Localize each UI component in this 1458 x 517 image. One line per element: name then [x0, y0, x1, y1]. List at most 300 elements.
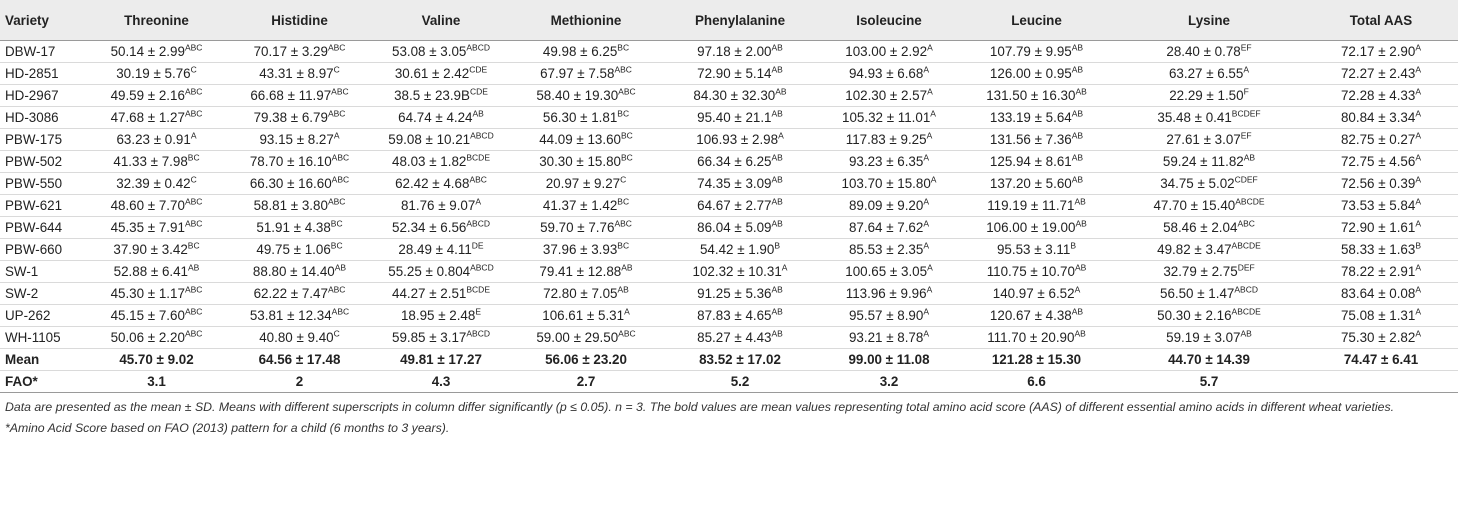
- value-cell: [819, 305, 959, 327]
- value-cell: [819, 327, 959, 349]
- mean-sd-value: 113.96 ± 9.96: [845, 286, 927, 301]
- summary-label: Mean: [0, 349, 85, 371]
- mean-sd-value: 106.93 ± 2.98: [696, 132, 779, 147]
- value-cell: [959, 107, 1114, 129]
- significance-superscript: ABC: [1237, 218, 1255, 229]
- significance-superscript: A: [1415, 218, 1422, 229]
- mean-sd-value: 48.60 ± 7.70: [110, 198, 185, 213]
- summary-value: 44.70 ± 14.39: [1114, 349, 1304, 371]
- significance-superscript: A: [1415, 86, 1422, 97]
- significance-superscript: F: [1243, 86, 1249, 97]
- value-cell: [228, 85, 371, 107]
- mean-sd-value: 64.67 ± 2.77: [697, 198, 772, 213]
- significance-superscript: A: [927, 42, 933, 53]
- table-row: [0, 217, 1458, 239]
- value-cell: [85, 327, 228, 349]
- mean-sd-value: 95.57 ± 8.90: [848, 308, 924, 323]
- mean-sd-value: 30.30 ± 15.80: [539, 154, 621, 169]
- mean-sd-value: 72.28 ± 4.33: [1340, 88, 1416, 103]
- value-cell: [371, 85, 511, 107]
- column-header: Variety: [0, 0, 85, 41]
- summary-value: 74.47 ± 6.41: [1304, 349, 1458, 371]
- significance-superscript: AB: [1240, 328, 1252, 339]
- mean-sd-value: 111.70 ± 20.90: [987, 330, 1075, 345]
- significance-superscript: A: [781, 262, 788, 273]
- table-row: [0, 85, 1458, 107]
- significance-superscript: AB: [771, 306, 783, 317]
- value-cell: [661, 305, 819, 327]
- table-row: [0, 151, 1458, 173]
- mean-sd-value: 85.27 ± 4.43: [697, 330, 772, 345]
- mean-sd-value: 45.15 ± 7.60: [110, 308, 185, 323]
- value-cell: [511, 85, 661, 107]
- significance-superscript: DEF: [1237, 262, 1255, 273]
- value-cell: [1304, 327, 1458, 349]
- value-cell: [819, 129, 959, 151]
- mean-sd-value: 45.30 ± 1.17: [110, 286, 185, 301]
- mean-sd-value: 41.33 ± 7.98: [113, 154, 188, 169]
- table-body: [0, 41, 1458, 393]
- value-cell: [85, 41, 228, 63]
- significance-superscript: A: [1243, 64, 1250, 75]
- summary-value: 83.52 ± 17.02: [661, 349, 819, 371]
- value-cell: [661, 63, 819, 85]
- mean-sd-value: 44.09 ± 13.60: [539, 132, 621, 147]
- significance-superscript: BC: [330, 218, 343, 229]
- significance-superscript: ABCDE: [1231, 240, 1261, 251]
- mean-sd-value: 47.70 ± 15.40: [1153, 198, 1236, 213]
- significance-superscript: AB: [1071, 108, 1084, 119]
- value-cell: [371, 63, 511, 85]
- mean-sd-value: 38.5 ± 23.9B: [394, 88, 470, 103]
- value-cell: [85, 239, 228, 261]
- significance-superscript: EF: [1240, 130, 1252, 141]
- significance-superscript: A: [923, 218, 930, 229]
- significance-superscript: ABC: [184, 218, 203, 229]
- significance-superscript: ABC: [331, 174, 350, 185]
- mean-sd-value: 37.96 ± 3.93: [542, 242, 618, 257]
- value-cell: [511, 173, 661, 195]
- mean-sd-value: 95.53 ± 3.11: [996, 242, 1071, 257]
- mean-sd-value: 103.70 ± 15.80: [841, 176, 931, 191]
- significance-superscript: ABC: [469, 174, 487, 185]
- value-cell: [228, 129, 371, 151]
- mean-sd-value: 59.08 ± 10.21: [388, 132, 471, 147]
- mean-sd-value: 84.30 ± 32.30: [693, 88, 776, 103]
- significance-superscript: A: [1074, 284, 1081, 295]
- value-cell: [511, 107, 661, 129]
- mean-sd-value: 52.88 ± 6.41: [113, 264, 189, 279]
- value-cell: [959, 261, 1114, 283]
- table-row: [0, 107, 1458, 129]
- mean-sd-value: 49.59 ± 2.16: [110, 88, 185, 103]
- significance-superscript: ABC: [331, 306, 350, 317]
- value-cell: [371, 283, 511, 305]
- significance-superscript: B: [774, 240, 781, 251]
- value-cell: [228, 173, 371, 195]
- value-cell: [661, 173, 819, 195]
- footnote-statistics: Data are presented as the mean ± SD. Means with different superscripts in column differ significantly (p ≤ 0.05). n = 3. The bold values are mean values representing total amino acid score (AAS) of different essential amino acids in different wheat varieties.: [5, 400, 1395, 414]
- value-cell: [1114, 327, 1304, 349]
- significance-superscript: E: [475, 306, 482, 317]
- summary-value: 99.00 ± 11.08: [819, 349, 959, 371]
- mean-sd-value: 45.35 ± 7.91: [110, 220, 185, 235]
- significance-superscript: ABC: [184, 108, 203, 119]
- mean-sd-value: 83.64 ± 0.08: [1340, 286, 1416, 301]
- mean-sd-value: 18.95 ± 2.48: [400, 308, 476, 323]
- variety-cell: HD-3086: [0, 107, 85, 129]
- value-cell: [1114, 195, 1304, 217]
- significance-superscript: CDE: [469, 86, 488, 97]
- value-cell: [511, 195, 661, 217]
- significance-superscript: BC: [621, 130, 633, 141]
- significance-superscript: A: [1415, 64, 1422, 75]
- significance-superscript: AB: [1075, 86, 1087, 97]
- variety-cell: HD-2851: [0, 63, 85, 85]
- significance-superscript: A: [923, 306, 930, 317]
- mean-sd-value: 44.27 ± 2.51: [392, 286, 467, 301]
- mean-sd-value: 133.19 ± 5.64: [989, 110, 1072, 125]
- mean-sd-value: 131.50 ± 16.30: [986, 88, 1076, 103]
- mean-sd-value: 32.79 ± 2.75: [1163, 264, 1238, 279]
- value-cell: [511, 327, 661, 349]
- significance-superscript: ABCD: [466, 218, 490, 229]
- mean-sd-value: 32.39 ± 0.42: [116, 176, 191, 191]
- value-cell: [1114, 41, 1304, 63]
- mean-sd-value: 140.97 ± 6.52: [992, 286, 1075, 301]
- summary-value: 6.6: [959, 371, 1114, 393]
- significance-superscript: A: [333, 130, 340, 141]
- mean-sd-value: 58.40 ± 19.30: [536, 88, 619, 103]
- mean-sd-value: 62.42 ± 4.68: [395, 176, 470, 191]
- significance-superscript: A: [930, 108, 936, 119]
- value-cell: [1114, 305, 1304, 327]
- value-cell: [511, 283, 661, 305]
- mean-sd-value: 72.90 ± 5.14: [697, 66, 772, 81]
- significance-superscript: AB: [621, 262, 633, 273]
- value-cell: [1114, 151, 1304, 173]
- value-cell: [661, 261, 819, 283]
- significance-superscript: AB: [1074, 196, 1086, 207]
- table-row: [0, 305, 1458, 327]
- significance-superscript: ABC: [618, 86, 636, 97]
- value-cell: [819, 173, 959, 195]
- significance-superscript: B: [1415, 240, 1422, 251]
- mean-sd-value: 63.27 ± 6.55: [1168, 66, 1244, 81]
- summary-value: 3.1: [85, 371, 228, 393]
- significance-superscript: AB: [771, 284, 783, 295]
- mean-sd-value: 59.85 ± 3.17: [392, 330, 467, 345]
- significance-superscript: A: [927, 262, 933, 273]
- mean-sd-value: 50.06 ± 2.20: [110, 330, 185, 345]
- variety-cell: PBW-660: [0, 239, 85, 261]
- significance-superscript: A: [190, 130, 197, 141]
- value-cell: [511, 305, 661, 327]
- variety-cell: PBW-175: [0, 129, 85, 151]
- value-cell: [819, 195, 959, 217]
- column-header: Leucine: [959, 0, 1114, 41]
- significance-superscript: AB: [771, 152, 783, 163]
- significance-superscript: BC: [187, 240, 200, 251]
- variety-cell: UP-262: [0, 305, 85, 327]
- significance-superscript: AB: [1071, 174, 1084, 185]
- significance-superscript: ABC: [618, 328, 636, 339]
- significance-superscript: C: [190, 64, 197, 75]
- significance-superscript: B: [1070, 240, 1077, 251]
- mean-sd-value: 79.38 ± 6.79: [253, 110, 328, 125]
- summary-value: [1304, 371, 1458, 393]
- value-cell: [959, 305, 1114, 327]
- value-cell: [661, 151, 819, 173]
- value-cell: [1304, 85, 1458, 107]
- significance-superscript: ABC: [184, 42, 203, 53]
- mean-sd-value: 34.75 ± 5.02: [1160, 176, 1235, 191]
- value-cell: [228, 261, 371, 283]
- value-cell: [959, 327, 1114, 349]
- value-cell: [1304, 217, 1458, 239]
- mean-sd-value: 66.30 ± 16.60: [249, 176, 332, 191]
- mean-sd-value: 53.08 ± 3.05: [392, 44, 467, 59]
- significance-superscript: A: [923, 328, 930, 339]
- significance-superscript: ABCD: [466, 328, 490, 339]
- value-cell: [371, 41, 511, 63]
- variety-cell: SW-2: [0, 283, 85, 305]
- value-cell: [511, 239, 661, 261]
- value-cell: [959, 151, 1114, 173]
- value-cell: [371, 239, 511, 261]
- significance-superscript: CDE: [469, 64, 488, 75]
- value-cell: [371, 195, 511, 217]
- significance-superscript: A: [926, 130, 933, 141]
- table-row: [0, 63, 1458, 85]
- significance-superscript: A: [1415, 130, 1422, 141]
- significance-superscript: AB: [1071, 130, 1084, 141]
- summary-value: 5.2: [661, 371, 819, 393]
- significance-superscript: BC: [617, 108, 630, 119]
- value-cell: [661, 85, 819, 107]
- significance-superscript: C: [620, 174, 627, 185]
- mean-sd-value: 52.34 ± 6.56: [392, 220, 467, 235]
- mean-sd-value: 56.30 ± 1.81: [542, 110, 618, 125]
- mean-sd-value: 102.30 ± 2.57: [845, 88, 928, 103]
- value-cell: [85, 129, 228, 151]
- significance-superscript: A: [927, 86, 933, 97]
- value-cell: [371, 129, 511, 151]
- significance-superscript: A: [923, 240, 930, 251]
- value-cell: [85, 85, 228, 107]
- value-cell: [85, 195, 228, 217]
- value-cell: [819, 217, 959, 239]
- mean-sd-value: 79.41 ± 12.88: [539, 264, 622, 279]
- value-cell: [85, 283, 228, 305]
- significance-superscript: ABCD: [470, 262, 494, 273]
- mean-sd-value: 59.00 ± 29.50: [536, 330, 619, 345]
- value-cell: [228, 305, 371, 327]
- value-cell: [1304, 261, 1458, 283]
- value-cell: [1114, 107, 1304, 129]
- mean-sd-value: 93.15 ± 8.27: [259, 132, 334, 147]
- significance-superscript: A: [624, 306, 630, 317]
- mean-sd-value: 131.56 ± 7.36: [989, 132, 1072, 147]
- significance-superscript: A: [1415, 196, 1422, 207]
- mean-sd-value: 41.37 ± 1.42: [542, 198, 618, 213]
- table-row: [0, 41, 1458, 63]
- significance-superscript: ABCD: [466, 42, 490, 53]
- mean-sd-value: 72.90 ± 1.61: [1340, 220, 1416, 235]
- significance-superscript: AB: [771, 42, 783, 53]
- significance-superscript: DE: [471, 240, 484, 251]
- footnote-fao: *Amino Acid Score based on FAO (2013) pattern for a child (6 months to 3 years).: [5, 421, 450, 435]
- summary-label: FAO*: [0, 371, 85, 393]
- value-cell: [1304, 129, 1458, 151]
- significance-superscript: BC: [617, 240, 630, 251]
- significance-superscript: ABC: [327, 284, 346, 295]
- value-cell: [819, 239, 959, 261]
- column-header: Phenylalanine: [661, 0, 819, 41]
- column-header: Histidine: [228, 0, 371, 41]
- table-notes: [0, 393, 1458, 437]
- summary-value: 56.06 ± 23.20: [511, 349, 661, 371]
- value-cell: [85, 107, 228, 129]
- mean-sd-value: 66.68 ± 11.97: [250, 88, 332, 103]
- significance-superscript: A: [1415, 174, 1422, 185]
- value-cell: [228, 41, 371, 63]
- table-row: [0, 327, 1458, 349]
- summary-value: 4.3: [371, 371, 511, 393]
- significance-superscript: AB: [1074, 262, 1087, 273]
- mean-sd-value: 72.80 ± 7.05: [543, 286, 618, 301]
- significance-superscript: A: [1415, 152, 1422, 163]
- value-cell: [371, 173, 511, 195]
- value-cell: [1304, 283, 1458, 305]
- significance-superscript: ABC: [184, 86, 203, 97]
- mean-sd-value: 93.23 ± 6.35: [848, 154, 924, 169]
- mean-sd-value: 110.75 ± 10.70: [986, 264, 1075, 279]
- value-cell: [959, 85, 1114, 107]
- value-cell: [819, 261, 959, 283]
- significance-superscript: A: [475, 196, 482, 207]
- mean-sd-value: 74.35 ± 3.09: [697, 176, 772, 191]
- significance-superscript: A: [1415, 328, 1422, 339]
- summary-value: 45.70 ± 9.02: [85, 349, 228, 371]
- value-cell: [959, 41, 1114, 63]
- mean-sd-value: 102.32 ± 10.31: [692, 264, 782, 279]
- column-header: Threonine: [85, 0, 228, 41]
- significance-superscript: A: [926, 284, 933, 295]
- significance-superscript: AB: [771, 218, 783, 229]
- significance-superscript: ABC: [327, 108, 346, 119]
- mean-sd-value: 59.19 ± 3.07: [1166, 330, 1241, 345]
- value-cell: [959, 173, 1114, 195]
- mean-sd-value: 78.70 ± 16.10: [249, 154, 332, 169]
- mean-sd-value: 27.61 ± 3.07: [1166, 132, 1241, 147]
- value-cell: [511, 217, 661, 239]
- significance-superscript: C: [333, 64, 340, 75]
- mean-sd-value: 72.56 ± 0.39: [1340, 176, 1416, 191]
- significance-superscript: A: [1415, 284, 1422, 295]
- summary-value: 49.81 ± 17.27: [371, 349, 511, 371]
- mean-sd-value: 58.33 ± 1.63: [1340, 242, 1416, 257]
- mean-sd-value: 78.22 ± 2.91: [1340, 264, 1416, 279]
- significance-superscript: ABC: [614, 218, 632, 229]
- variety-cell: PBW-502: [0, 151, 85, 173]
- mean-sd-value: 89.09 ± 9.20: [848, 198, 924, 213]
- mean-sd-value: 54.42 ± 1.90: [699, 242, 775, 257]
- summary-row: [0, 371, 1458, 393]
- mean-sd-value: 28.40 ± 0.78: [1166, 44, 1241, 59]
- table-row: [0, 129, 1458, 151]
- significance-superscript: BCDE: [466, 152, 490, 163]
- value-cell: [85, 151, 228, 173]
- value-cell: [228, 239, 371, 261]
- significance-superscript: BC: [330, 240, 343, 251]
- value-cell: [1304, 151, 1458, 173]
- mean-sd-value: 87.64 ± 7.62: [848, 220, 924, 235]
- mean-sd-value: 73.53 ± 5.84: [1340, 198, 1416, 213]
- variety-cell: DBW-17: [0, 41, 85, 63]
- significance-superscript: AB: [188, 262, 200, 273]
- mean-sd-value: 81.76 ± 9.07: [400, 198, 476, 213]
- mean-sd-value: 72.75 ± 4.56: [1340, 154, 1416, 169]
- mean-sd-value: 107.79 ± 9.95: [989, 44, 1072, 59]
- mean-sd-value: 47.68 ± 1.27: [110, 110, 185, 125]
- significance-superscript: AB: [1071, 64, 1084, 75]
- summary-value: 5.7: [1114, 371, 1304, 393]
- mean-sd-value: 28.49 ± 4.11: [398, 242, 472, 257]
- value-cell: [959, 63, 1114, 85]
- mean-sd-value: 105.32 ± 11.01: [842, 110, 931, 125]
- significance-superscript: ABC: [184, 328, 203, 339]
- significance-superscript: BC: [617, 42, 630, 53]
- mean-sd-value: 88.80 ± 14.40: [252, 264, 335, 279]
- mean-sd-value: 48.03 ± 1.82: [392, 154, 467, 169]
- value-cell: [1114, 283, 1304, 305]
- significance-superscript: EF: [1240, 42, 1252, 53]
- value-cell: [1114, 261, 1304, 283]
- value-cell: [1114, 239, 1304, 261]
- significance-superscript: BCDE: [466, 284, 490, 295]
- mean-sd-value: 103.00 ± 2.92: [845, 44, 928, 59]
- value-cell: [819, 63, 959, 85]
- variety-cell: PBW-621: [0, 195, 85, 217]
- value-cell: [371, 305, 511, 327]
- mean-sd-value: 58.46 ± 2.04: [1163, 220, 1238, 235]
- value-cell: [661, 327, 819, 349]
- mean-sd-value: 50.30 ± 2.16: [1157, 308, 1232, 323]
- significance-superscript: CDEF: [1234, 174, 1258, 185]
- mean-sd-value: 137.20 ± 5.60: [989, 176, 1072, 191]
- value-cell: [371, 151, 511, 173]
- value-cell: [1114, 63, 1304, 85]
- significance-superscript: AB: [771, 174, 783, 185]
- significance-superscript: A: [923, 64, 930, 75]
- significance-superscript: AB: [1075, 218, 1087, 229]
- mean-sd-value: 72.27 ± 2.43: [1340, 66, 1416, 81]
- significance-superscript: AB: [472, 108, 484, 119]
- mean-sd-value: 85.53 ± 2.35: [848, 242, 924, 257]
- significance-superscript: ABC: [184, 306, 203, 317]
- significance-superscript: BC: [617, 196, 630, 207]
- column-header: Total AAS: [1304, 0, 1458, 41]
- mean-sd-value: 80.84 ± 3.34: [1340, 110, 1416, 125]
- value-cell: [1304, 239, 1458, 261]
- mean-sd-value: 49.98 ± 6.25: [542, 44, 618, 59]
- value-cell: [511, 41, 661, 63]
- mean-sd-value: 70.17 ± 3.29: [253, 44, 328, 59]
- mean-sd-value: 53.81 ± 12.34: [249, 308, 332, 323]
- mean-sd-value: 91.25 ± 5.36: [697, 286, 772, 301]
- significance-superscript: BCDEF: [1231, 108, 1261, 119]
